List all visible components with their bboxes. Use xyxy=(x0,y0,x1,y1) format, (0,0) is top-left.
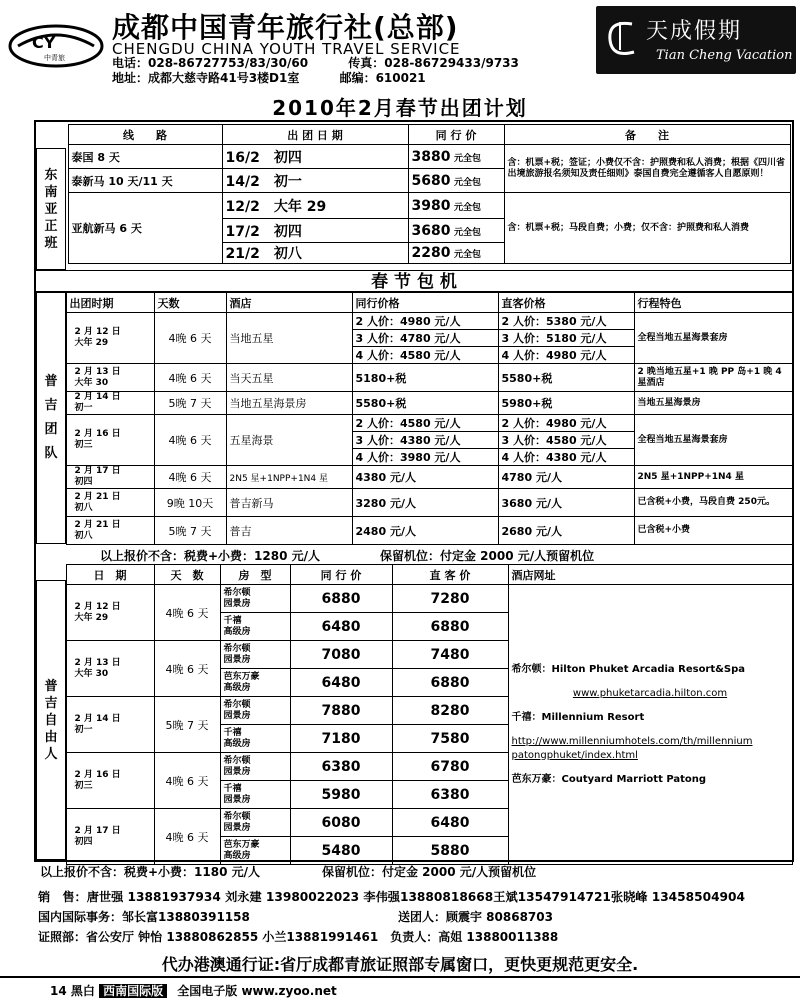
table-row xyxy=(36,415,792,432)
phuket-retail-price: 5580+税 xyxy=(498,364,634,392)
plan-title: 2010年2月春节出团计划 xyxy=(272,96,528,120)
sea-note-1: 含：机票+税；签证；小费仅不含：护照费和私人消费；根据《四川省出境旅游报名须知及责任细则》泰国自费完全遵循客人自愿原则！ xyxy=(504,145,790,193)
phuket-feature: 已含税+小费，马段自费 250元。 xyxy=(634,489,792,517)
free-trade-price: 7080 xyxy=(290,641,392,669)
hotel-millennium: 千禧：Millennium Resort xyxy=(511,711,645,723)
slogan: 代办港澳通行证:省厅成都青旅证照部专属窗口，更快更规范更安全. xyxy=(161,955,639,974)
phuket-hotel: 当地五星 xyxy=(226,313,352,364)
free-trade-price: 6480 xyxy=(290,613,392,641)
sea-route: 泰国 8 天 xyxy=(68,145,222,169)
table-row xyxy=(38,193,790,219)
header xyxy=(0,0,800,96)
phuket-header: 同行价格 xyxy=(352,293,498,313)
sea-date: 14/2 初一 xyxy=(222,169,408,193)
phuket-date: 2 月 21 日 初八 xyxy=(66,489,154,517)
free-days: 4晚 6 天 xyxy=(154,641,220,697)
table-row xyxy=(36,585,792,613)
free-header: 同 行 价 xyxy=(290,565,392,585)
free-trade-price: 6380 xyxy=(290,753,392,781)
phuket-section-label: 普吉团队 xyxy=(36,292,66,544)
table-row xyxy=(38,145,790,169)
sea-price: 3880 xyxy=(411,148,451,165)
free-trade-price: 6480 xyxy=(290,669,392,697)
phuket-retail-price: 4 人价：4980 元/人 xyxy=(498,347,634,364)
free-days: 4晚 6 天 xyxy=(154,585,220,641)
free-trade-price: 6080 xyxy=(290,809,392,837)
brand-c-icon xyxy=(604,16,638,60)
free-room-type: 千禧 园景房 xyxy=(220,781,290,809)
phuket-retail-price: 2 人价：4980 元/人 xyxy=(498,415,634,432)
sea-date: 17/2 初四 xyxy=(222,219,408,243)
sea-route: 泰新马 10 天/11 天 xyxy=(68,169,222,193)
phuket-retail-price: 4780 元/人 xyxy=(498,466,634,489)
sea-route: 亚航新马 6 天 xyxy=(68,193,222,264)
free-retail-price: 8280 xyxy=(392,697,508,725)
phuket-feature: 全程当地五星海景套房 xyxy=(634,313,792,364)
phuket-days: 9晚 10天 xyxy=(154,489,226,517)
table-row xyxy=(36,466,792,489)
page-number: 14 黑白 xyxy=(50,984,95,998)
phuket-date: 2 月 13 日 大年 30 xyxy=(66,364,154,392)
phuket-date: 2 月 16 日 初三 xyxy=(66,415,154,466)
phuket-hold-note: 保留机位：付定金 2000 元/人预留机位 xyxy=(380,549,595,563)
free-room-type: 希尔顿 园景房 xyxy=(220,641,290,669)
phuket-days: 4晚 6 天 xyxy=(154,415,226,466)
phuket-header: 出团时期 xyxy=(66,293,154,313)
sea-price: 5680 xyxy=(411,172,451,189)
phuket-trade-price: 3 人价：4780 元/人 xyxy=(352,330,498,347)
free-date: 2 月 12 日 大年 29 xyxy=(66,585,154,641)
free-retail-price: 6880 xyxy=(392,613,508,641)
phuket-days: 4晚 6 天 xyxy=(154,466,226,489)
sea-table xyxy=(38,124,791,264)
free-retail-price: 7580 xyxy=(392,725,508,753)
phuket-trade-price: 5180+税 xyxy=(352,364,498,392)
free-retail-price: 6880 xyxy=(392,669,508,697)
free-header: 直 客 价 xyxy=(392,565,508,585)
sea-header-route: 线 路 xyxy=(68,125,222,145)
phone: 电话：028-86727753/83/30/60 xyxy=(112,56,309,70)
phuket-hotel: 普吉 xyxy=(226,517,352,545)
phuket-header-row xyxy=(36,293,792,313)
phuket-date: 2 月 21 日 初八 xyxy=(66,517,154,545)
sea-date: 16/2 初四 xyxy=(222,145,408,169)
phuket-header: 直客价格 xyxy=(498,293,634,313)
free-days: 5晚 7 天 xyxy=(154,697,220,753)
sea-unit: 元全包 xyxy=(453,227,481,238)
free-retail-price: 7280 xyxy=(392,585,508,613)
table-row xyxy=(36,489,792,517)
phuket-header: 酒店 xyxy=(226,293,352,313)
contact-info xyxy=(112,56,519,86)
phuket-days: 4晚 6 天 xyxy=(154,313,226,364)
brand-box xyxy=(596,6,796,74)
free-header: 酒店网址 xyxy=(508,565,792,585)
phuket-retail-price: 5980+税 xyxy=(498,392,634,415)
table-row xyxy=(36,392,792,415)
free-days: 4晚 6 天 xyxy=(154,753,220,809)
phuket-retail-price: 2680 元/人 xyxy=(498,517,634,545)
phuket-date: 2 月 12 日 大年 29 xyxy=(66,313,154,364)
free-excl-note: 以上报价不含：税费+小费：1180 元/人 xyxy=(40,865,261,879)
sea-note-2: 含：机票+税；马段自费；小费；仅不含：护照费和私人消费 xyxy=(504,193,790,264)
phuket-trade-price: 2 人价：4980 元/人 xyxy=(352,313,498,330)
sender-line: 送团人：顾震宇 80868703 xyxy=(398,910,553,924)
free-room-type: 希尔顿 园景房 xyxy=(220,753,290,781)
free-retail-price: 6480 xyxy=(392,809,508,837)
cert-line: 证照部：省公安厅 钟怡 13880862855 小兰13881991461 负责人：高姐 13880011388 xyxy=(38,930,559,944)
phuket-feature: 2 晚当地五星+1 晚 PP 岛+1 晚 4 星酒店 xyxy=(634,364,792,392)
company-title-cn: 成都中国青年旅行社(总部) xyxy=(112,11,459,44)
free-section-label: 普吉自由人 xyxy=(36,580,66,860)
phuket-trade-price: 4 人价：3980 元/人 xyxy=(352,449,498,466)
page-footer xyxy=(50,982,337,999)
sea-header-row xyxy=(38,125,790,145)
free-date: 2 月 17 日 初四 xyxy=(66,809,154,865)
site-link[interactable]: 全国电子版 www.zyoo.net xyxy=(177,984,337,998)
charter-title: 春 节 包 机 xyxy=(36,270,792,292)
free-header: 天 数 xyxy=(154,565,220,585)
phuket-feature: 2N5 星+1NPP+1N4 星 xyxy=(634,466,792,489)
free-header: 日 期 xyxy=(66,565,154,585)
address: 地址：成都大慈寺路41号3楼D1室 xyxy=(112,71,300,85)
phuket-trade-price: 4 人价：4580 元/人 xyxy=(352,347,498,364)
free-retail-price: 7480 xyxy=(392,641,508,669)
phuket-retail-price: 3 人价：4580 元/人 xyxy=(498,432,634,449)
sales-line: 销 售：唐世强 13881937934 刘永建 13980022023 李伟强13880818668王斌13547914721张晓峰 13458504904 xyxy=(38,890,745,904)
hotel-marriott: 芭东万豪：Coutyard Marriott Patong xyxy=(511,773,707,785)
brand-cn: 天成假期 xyxy=(646,19,743,44)
phuket-trade-price: 2480 元/人 xyxy=(352,517,498,545)
hotel-hilton-url[interactable]: www.phuketarcadia.hilton.com xyxy=(572,687,728,699)
phuket-feature: 当地五星海景房 xyxy=(634,392,792,415)
free-trade-price: 5480 xyxy=(290,837,392,865)
table-row xyxy=(36,313,792,330)
free-room-type: 芭东万豪 高级房 xyxy=(220,669,290,697)
table-row xyxy=(36,364,792,392)
svg-text:CY: CY xyxy=(32,33,56,52)
phuket-hotel: 2N5 星+1NPP+1N4 星 xyxy=(226,466,352,489)
phuket-retail-price: 2 人价：5380 元/人 xyxy=(498,313,634,330)
sea-unit: 元全包 xyxy=(453,153,481,164)
phuket-date: 2 月 14 日 初一 xyxy=(66,392,154,415)
intl-line: 国内国际事务：邹长富13880391158 xyxy=(38,910,250,924)
postcode: 邮编：610021 xyxy=(339,71,426,85)
free-days: 4晚 6 天 xyxy=(154,809,220,865)
phuket-header: 行程特色 xyxy=(634,293,792,313)
phuket-feature: 全程当地五星海景套房 xyxy=(634,415,792,466)
sea-section-label: 东南亚正班 xyxy=(36,148,66,270)
hotel-info xyxy=(508,585,792,865)
free-retail-price: 6780 xyxy=(392,753,508,781)
footer-rule xyxy=(0,976,800,978)
sea-unit: 元全包 xyxy=(453,202,481,213)
phuket-trade-price: 2 人价：4580 元/人 xyxy=(352,415,498,432)
sea-header-date: 出 团 日 期 xyxy=(222,125,408,145)
free-header-row xyxy=(36,565,792,585)
phuket-date: 2 月 17 日 初四 xyxy=(66,466,154,489)
cyts-logo-icon xyxy=(8,24,104,68)
phuket-days: 4晚 6 天 xyxy=(154,364,226,392)
phuket-trade-price: 3280 元/人 xyxy=(352,489,498,517)
free-trade-price: 5980 xyxy=(290,781,392,809)
free-hold-note: 保留机位：付定金 2000 元/人预留机位 xyxy=(322,865,537,879)
fax: 传真：028-86729433/9733 xyxy=(348,56,519,70)
sea-header-price: 同 行 价 xyxy=(408,125,504,145)
free-table xyxy=(36,564,793,865)
phuket-days: 5晚 7 天 xyxy=(154,392,226,415)
phuket-trade-price: 3 人价：4380 元/人 xyxy=(352,432,498,449)
hotel-hilton: 希尔顿：Hilton Phuket Arcadia Resort&Spa xyxy=(511,663,745,675)
free-room-type: 千禧 高级房 xyxy=(220,725,290,753)
free-room-type: 希尔顿 园景房 xyxy=(220,697,290,725)
sea-price: 3680 xyxy=(411,222,451,239)
sea-price: 3980 xyxy=(411,197,451,214)
sea-date: 12/2 大年 29 xyxy=(222,193,408,219)
free-retail-price: 6380 xyxy=(392,781,508,809)
sea-header-note: 备 注 xyxy=(504,125,790,145)
brand-en: Tian Cheng Vacation xyxy=(656,48,793,63)
phuket-hotel: 五星海景 xyxy=(226,415,352,466)
free-header: 房 型 xyxy=(220,565,290,585)
table-row xyxy=(36,517,792,545)
phuket-excl-note: 以上报价不含：税费+小费：1280 元/人 xyxy=(100,549,321,563)
edition-label: 西南国际版 xyxy=(99,984,167,998)
phuket-trade-price: 5580+税 xyxy=(352,392,498,415)
free-date: 2 月 14 日 初一 xyxy=(66,697,154,753)
company-title-en: CHENGDU CHINA YOUTH TRAVEL SERVICE xyxy=(112,40,461,58)
free-room-type: 希尔顿 园景房 xyxy=(220,585,290,613)
hotel-millennium-url[interactable]: http://www.millenniumhotels.com/th/millennium patongphuket/index.html xyxy=(511,735,753,761)
phuket-retail-price: 3 人价：5180 元/人 xyxy=(498,330,634,347)
phuket-hotel: 当天五星 xyxy=(226,364,352,392)
sea-unit: 元全包 xyxy=(453,177,481,188)
free-date: 2 月 13 日 大年 30 xyxy=(66,641,154,697)
sea-price: 2280 xyxy=(411,245,451,261)
free-room-type: 芭东万豪 高级房 xyxy=(220,837,290,865)
free-retail-price: 5880 xyxy=(392,837,508,865)
phuket-feature: 已含税+小费 xyxy=(634,517,792,545)
phuket-header: 天数 xyxy=(154,293,226,313)
free-trade-price: 7880 xyxy=(290,697,392,725)
phuket-days: 5晚 7 天 xyxy=(154,517,226,545)
phuket-retail-price: 3680 元/人 xyxy=(498,489,634,517)
free-room-type: 希尔顿 园景房 xyxy=(220,809,290,837)
phuket-retail-price: 4 人价：4380 元/人 xyxy=(498,449,634,466)
phuket-hotel: 普吉新马 xyxy=(226,489,352,517)
free-room-type: 千禧 高级房 xyxy=(220,613,290,641)
phuket-table xyxy=(36,292,793,545)
logo-text: 中青旅 xyxy=(44,54,65,62)
sea-date: 21/2 初八 xyxy=(222,243,408,264)
free-trade-price: 6880 xyxy=(290,585,392,613)
phuket-trade-price: 4380 元/人 xyxy=(352,466,498,489)
free-date: 2 月 16 日 初三 xyxy=(66,753,154,809)
phuket-hotel: 当地五星海景房 xyxy=(226,392,352,415)
sea-unit: 元全包 xyxy=(453,250,481,260)
free-trade-price: 7180 xyxy=(290,725,392,753)
